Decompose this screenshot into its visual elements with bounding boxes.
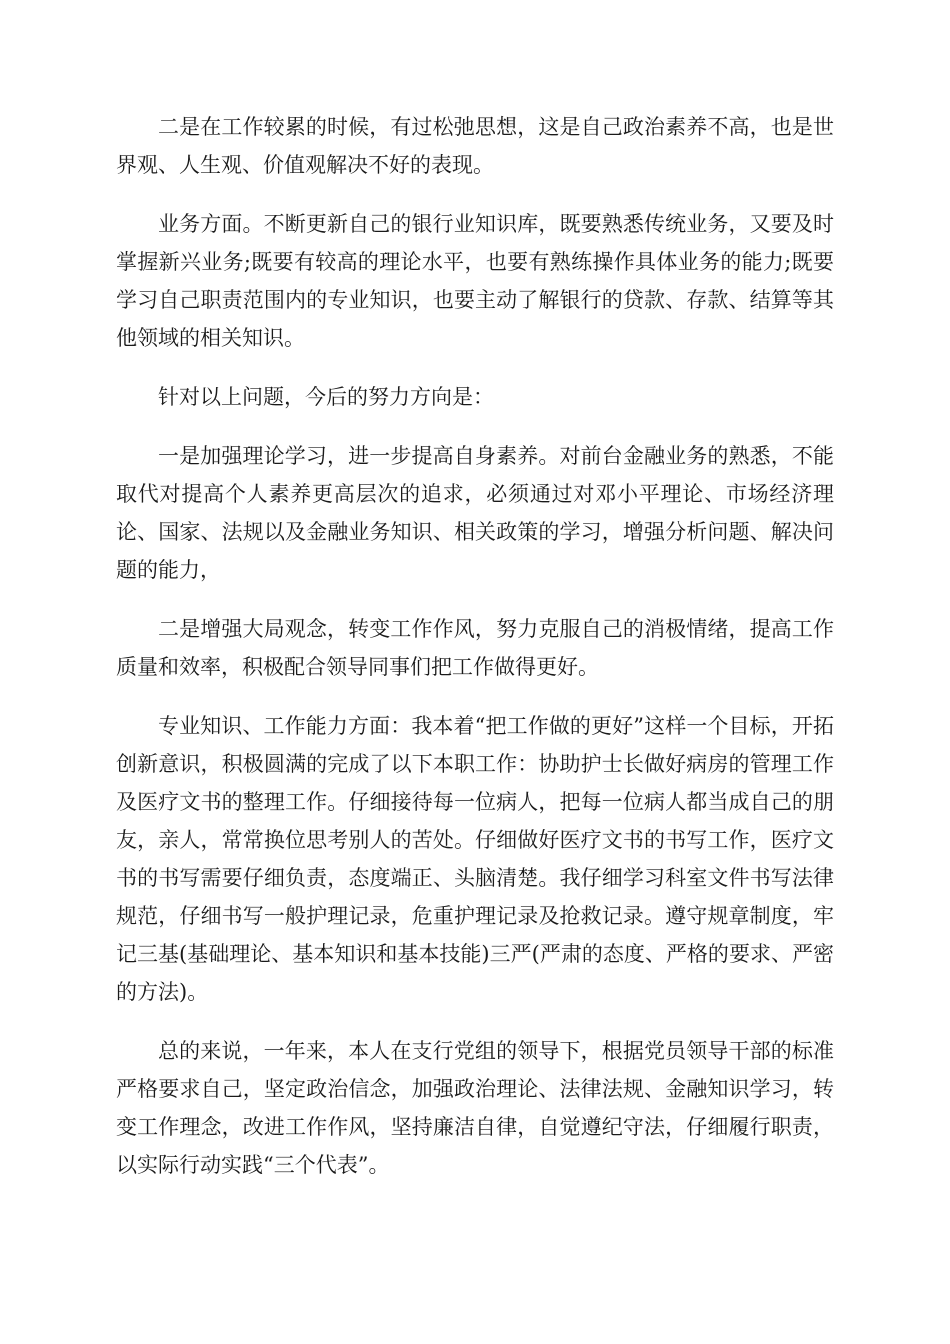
paragraph-future-direction-intro: 针对以上问题，今后的努力方向是： [158, 385, 494, 409]
document-body [116, 108, 834, 1205]
paragraph-overall-view: 二是增强大局观念，转变工作作风，努力克服自己的消极情绪，提高工作质量和效率，积极配合领导同事们把工作做得更好。 [116, 617, 834, 679]
paragraph-political-quality: 二是在工作较累的时候，有过松弛思想，这是自己政治素养不高，也是世界观、人生观、价值观解决不好的表现。 [116, 115, 834, 177]
paragraph-theory-study: 一是加强理论学习，进一步提高自身素养。对前台金融业务的熟悉，不能取代对提高个人素养更高层次的追求，必须通过对邓小平理论、市场经济理论、国家、法规以及金融业务知识、相关政策的学习，增强分析问题、解决问题的能力， [116, 444, 834, 582]
paragraph-business-aspect: 业务方面。不断更新自己的银行业知识库，既要熟悉传统业务，又要及时掌握新兴业务;既要有较高的理论水平，也要有熟练操作具体业务的能力;既要学习自己职责范围内的专业知识，也要主动了解银行的贷款、存款、结算等其他领域的相关知识。 [116, 212, 834, 350]
paragraph-summary: 总的来说，一年来，本人在支行党组的领导下，根据党员领导干部的标准严格要求自己，坚定政治信念，加强政治理论、法律法规、金融知识学习，转变工作理念，改进工作作风，坚持廉洁自律，自觉遵纪守法，仔细履行职责，以实际行动实践“三个代表”。 [116, 1039, 834, 1177]
paragraph-professional-knowledge: 专业知识、工作能力方面：我本着“把工作做的更好”这样一个目标，开拓创新意识，积极圆满的完成了以下本职工作：协助护士长做好病房的管理工作及医疗文书的整理工作。仔细接待每一位病人，把每一位病人都当成自己的朋友，亲人，常常换位思考别人的苦处。仔细做好医疗文书的书写工作，医疗文书的书写需要仔细负责，态度端正、头脑清楚。我仔细学习科室文件书写法律规范，仔细书写一般护理记录，危重护理记录及抢救记录。遵守规章制度，牢记三基(基础理论、基本知识和基本技能)三严(严肃的态度、严格的要求、严密的方法)。 [116, 714, 834, 1004]
